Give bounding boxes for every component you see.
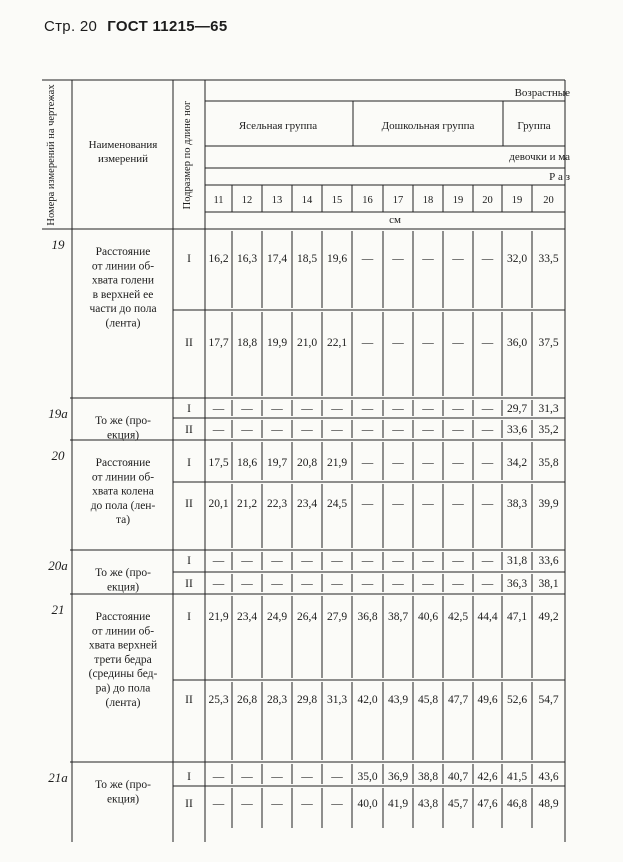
value-cell: — <box>331 798 343 810</box>
value-cell: 16,2 <box>208 253 229 265</box>
value-cell: 33,5 <box>538 253 559 265</box>
header-name-line1: Наименования измерений <box>88 139 158 165</box>
row-name-line: (лента) <box>105 696 141 709</box>
value-cell: 29,7 <box>506 403 528 415</box>
value-cell: 32,0 <box>506 253 528 265</box>
size-number: 11 <box>213 195 224 206</box>
row-name-line: та) <box>115 514 131 527</box>
header-unit: см <box>389 214 401 226</box>
value-cell: — <box>331 555 343 567</box>
value-cell: 38,8 <box>417 771 439 783</box>
value-cell: — <box>481 555 494 567</box>
value-cell: 21,9 <box>326 457 348 469</box>
value-cell: 22,1 <box>326 337 348 349</box>
value-cell: 19,6 <box>326 253 348 265</box>
value-cell: 42,5 <box>447 611 469 623</box>
value-cell: 38,3 <box>506 498 528 510</box>
subsize-label: I <box>187 771 191 783</box>
value-cell: — <box>481 498 494 510</box>
size-number: 20 <box>543 195 554 206</box>
row-name-line: То же (про- <box>95 779 151 791</box>
value-cell: — <box>481 337 494 349</box>
value-cell: — <box>301 798 313 810</box>
value-cell: 42,6 <box>477 771 498 783</box>
row-number: 19а <box>48 406 68 421</box>
value-cell: 38,1 <box>538 578 559 590</box>
value-cell: 17,5 <box>208 457 229 469</box>
value-cell: 49,2 <box>538 611 559 623</box>
value-cell: — <box>392 253 404 265</box>
value-cell: 47,7 <box>447 694 469 706</box>
row-name-line: от линии об- <box>91 260 155 273</box>
value-cell: — <box>481 403 494 415</box>
value-cell: 16,3 <box>236 253 258 265</box>
value-cell: — <box>361 555 374 567</box>
value-cell: — <box>422 403 434 415</box>
row-name-line: хвата колена <box>92 485 154 498</box>
value-cell: 37,5 <box>538 337 559 349</box>
value-cell: 36,0 <box>506 337 528 349</box>
value-cell: 31,8 <box>506 555 528 567</box>
value-cell: 41,5 <box>506 771 528 783</box>
size-number: 14 <box>301 195 313 206</box>
value-cell: — <box>361 498 374 510</box>
value-cell: — <box>271 424 283 436</box>
value-cell: — <box>241 771 253 783</box>
value-cell: 31,3 <box>326 694 348 706</box>
value-cell: 18,6 <box>236 457 258 469</box>
subsize-label: II <box>185 578 193 590</box>
value-cell: 18,8 <box>236 337 258 349</box>
size-number: 19 <box>452 195 464 206</box>
value-cell: 34,2 <box>506 457 528 469</box>
header-subsize: Подразмер по длине ног <box>182 100 193 210</box>
value-cell: 21,2 <box>236 498 258 510</box>
value-cell: — <box>331 424 343 436</box>
value-cell: 29,8 <box>296 694 318 706</box>
standard-code: ГОСТ 11215—65 <box>107 18 228 35</box>
value-cell: — <box>212 424 225 436</box>
subsize-label: I <box>187 457 191 469</box>
value-cell: 42,0 <box>357 694 378 706</box>
value-cell: 40,7 <box>447 771 469 783</box>
row-name-line: хвата голени <box>91 274 155 287</box>
size-number: 19 <box>511 195 523 206</box>
value-cell: — <box>331 403 343 415</box>
value-cell: 23,4 <box>296 498 318 510</box>
value-cell: — <box>481 578 494 590</box>
value-cell: — <box>301 424 313 436</box>
value-cell: — <box>241 555 253 567</box>
value-cell: — <box>271 771 283 783</box>
value-cell: 35,2 <box>538 424 559 436</box>
value-cell: — <box>452 403 464 415</box>
size-number: 17 <box>392 195 404 206</box>
size-number: 20 <box>482 195 493 206</box>
value-cell: 26,8 <box>236 694 258 706</box>
value-cell: 17,7 <box>208 337 229 349</box>
row-number: 19 <box>51 237 65 252</box>
value-cell: 20,1 <box>208 498 229 510</box>
value-cell: 35,8 <box>538 457 559 469</box>
value-cell: — <box>361 253 374 265</box>
value-cell: — <box>361 457 374 469</box>
size-number: 13 <box>271 195 283 206</box>
value-cell: — <box>452 424 464 436</box>
row-name-line: до пола (лен- <box>90 499 156 512</box>
value-cell: 47,6 <box>477 798 498 810</box>
value-cell: — <box>452 498 464 510</box>
subsize-label: II <box>185 337 193 349</box>
value-cell: 48,9 <box>538 798 559 810</box>
row-number: 21а <box>48 770 68 785</box>
value-cell: 24,9 <box>266 611 288 623</box>
value-cell: 28,3 <box>266 694 288 706</box>
header-preschool-group: Дошкольная группа <box>381 120 475 132</box>
value-cell: 31,3 <box>538 403 559 415</box>
value-cell: 40,0 <box>357 798 378 810</box>
value-cell: — <box>361 403 374 415</box>
value-cell: — <box>392 424 404 436</box>
row-name-line: от линии об- <box>91 471 155 484</box>
value-cell: 47,1 <box>506 611 528 623</box>
row-name-line: Расстояние <box>95 246 151 258</box>
value-cell: — <box>241 424 253 436</box>
value-cell: 21,9 <box>208 611 229 623</box>
size-number: 16 <box>362 195 373 206</box>
row-number: 20а <box>48 558 68 573</box>
header-age-groups: Возрастные <box>514 87 570 99</box>
value-cell: — <box>481 457 494 469</box>
row-name-line: (средины бед- <box>88 668 158 681</box>
value-cell: — <box>361 337 374 349</box>
value-cell: — <box>212 578 225 590</box>
value-cell: — <box>301 555 313 567</box>
subsize-label: II <box>185 694 193 706</box>
value-cell: 33,6 <box>506 424 528 436</box>
value-cell: — <box>392 555 404 567</box>
row-name-line: екция) <box>106 793 140 806</box>
value-cell: — <box>271 578 283 590</box>
header-sizes: Р а з <box>549 171 570 183</box>
page-number: Стр. 20 <box>44 18 98 35</box>
subsize-label: II <box>185 424 193 436</box>
value-cell: — <box>422 253 434 265</box>
value-cell: 35,0 <box>357 771 378 783</box>
subsize-label: I <box>187 253 191 265</box>
row-name-line: (лента) <box>105 317 141 330</box>
value-cell: — <box>452 337 464 349</box>
value-cell: — <box>301 771 313 783</box>
row-name-line: Расстояние <box>95 611 151 623</box>
row-name-line: трети бедра <box>94 653 152 666</box>
value-cell: — <box>331 578 343 590</box>
value-cell: 19,7 <box>266 457 288 469</box>
value-cell: — <box>422 555 434 567</box>
row-name-line: ра) до пола <box>95 682 151 695</box>
row-name-line: екция) <box>106 429 140 442</box>
value-cell: 43,8 <box>417 798 439 810</box>
value-cell: 49,6 <box>477 694 498 706</box>
value-cell: 25,3 <box>208 694 229 706</box>
value-cell: — <box>422 424 434 436</box>
size-number: 15 <box>331 195 343 206</box>
value-cell: — <box>212 771 225 783</box>
value-cell: 33,6 <box>538 555 559 567</box>
subsize-label: I <box>187 611 191 623</box>
row-number: 21 <box>51 602 65 617</box>
value-cell: — <box>481 424 494 436</box>
value-cell: 43,9 <box>387 694 409 706</box>
value-cell: — <box>271 403 283 415</box>
value-cell: — <box>301 403 313 415</box>
value-cell: 21,0 <box>296 337 318 349</box>
value-cell: — <box>241 798 253 810</box>
row-name-line: екция) <box>106 581 140 594</box>
value-cell: — <box>241 578 253 590</box>
value-cell: — <box>212 798 225 810</box>
value-cell: 24,5 <box>326 498 348 510</box>
value-cell: — <box>452 555 464 567</box>
row-name-line: от линии об- <box>91 625 155 638</box>
row-name-line: Расстояние <box>95 457 151 469</box>
subsize-label: I <box>187 555 191 567</box>
value-cell: 45,8 <box>417 694 439 706</box>
subsize-label: I <box>187 403 191 415</box>
value-cell: — <box>452 253 464 265</box>
row-name-line: То же (про- <box>95 415 151 427</box>
subsize-label: II <box>185 798 193 810</box>
value-cell: — <box>361 424 374 436</box>
value-cell: 19,9 <box>266 337 288 349</box>
value-cell: 36,9 <box>387 771 409 783</box>
value-cell: 18,5 <box>296 253 318 265</box>
header-measure-number: Номера измерений на чертежах <box>46 84 57 226</box>
row-name-line: хвата верхней <box>88 639 158 652</box>
value-cell: 26,4 <box>296 611 318 623</box>
row-number: 20 <box>51 448 65 463</box>
value-cell: 27,9 <box>326 611 348 623</box>
value-cell: — <box>361 578 374 590</box>
value-cell: 39,9 <box>538 498 559 510</box>
size-number: 12 <box>241 195 253 206</box>
value-cell: — <box>392 337 404 349</box>
value-cell: — <box>422 457 434 469</box>
value-cell: 20,8 <box>296 457 318 469</box>
value-cell: 54,7 <box>538 694 559 706</box>
row-name-line: в верхней ее <box>92 288 154 301</box>
value-cell: — <box>241 403 253 415</box>
size-number: 18 <box>422 195 434 206</box>
value-cell: 22,3 <box>266 498 288 510</box>
value-cell: — <box>392 457 404 469</box>
value-cell: — <box>212 555 225 567</box>
value-cell: — <box>271 555 283 567</box>
value-cell: — <box>422 337 434 349</box>
header-school-group: Группа <box>517 120 551 132</box>
value-cell: 23,4 <box>236 611 258 623</box>
value-cell: — <box>452 578 464 590</box>
value-cell: — <box>422 498 434 510</box>
value-cell: — <box>392 498 404 510</box>
subsize-label: II <box>185 498 193 510</box>
value-cell: 52,6 <box>506 694 528 706</box>
value-cell: 46,8 <box>506 798 528 810</box>
value-cell: — <box>392 403 404 415</box>
row-name-line: части до пола <box>89 303 157 316</box>
value-cell: — <box>392 578 404 590</box>
value-cell: — <box>331 771 343 783</box>
value-cell: — <box>301 578 313 590</box>
value-cell: — <box>212 403 225 415</box>
header-gender: девочки и ма <box>509 151 570 163</box>
value-cell: 40,6 <box>417 611 439 623</box>
value-cell: — <box>422 578 434 590</box>
value-cell: 17,4 <box>266 253 288 265</box>
header-nursery-group: Ясельная группа <box>238 120 318 132</box>
value-cell: 44,4 <box>477 611 498 623</box>
value-cell: 41,9 <box>387 798 409 810</box>
value-cell: — <box>481 253 494 265</box>
value-cell: 36,3 <box>506 578 528 590</box>
row-name-line: То же (про- <box>95 567 151 579</box>
value-cell: 36,8 <box>357 611 378 623</box>
value-cell: 45,7 <box>447 798 469 810</box>
value-cell: — <box>271 798 283 810</box>
value-cell: 38,7 <box>387 611 409 623</box>
value-cell: — <box>452 457 464 469</box>
value-cell: 43,6 <box>538 771 559 783</box>
